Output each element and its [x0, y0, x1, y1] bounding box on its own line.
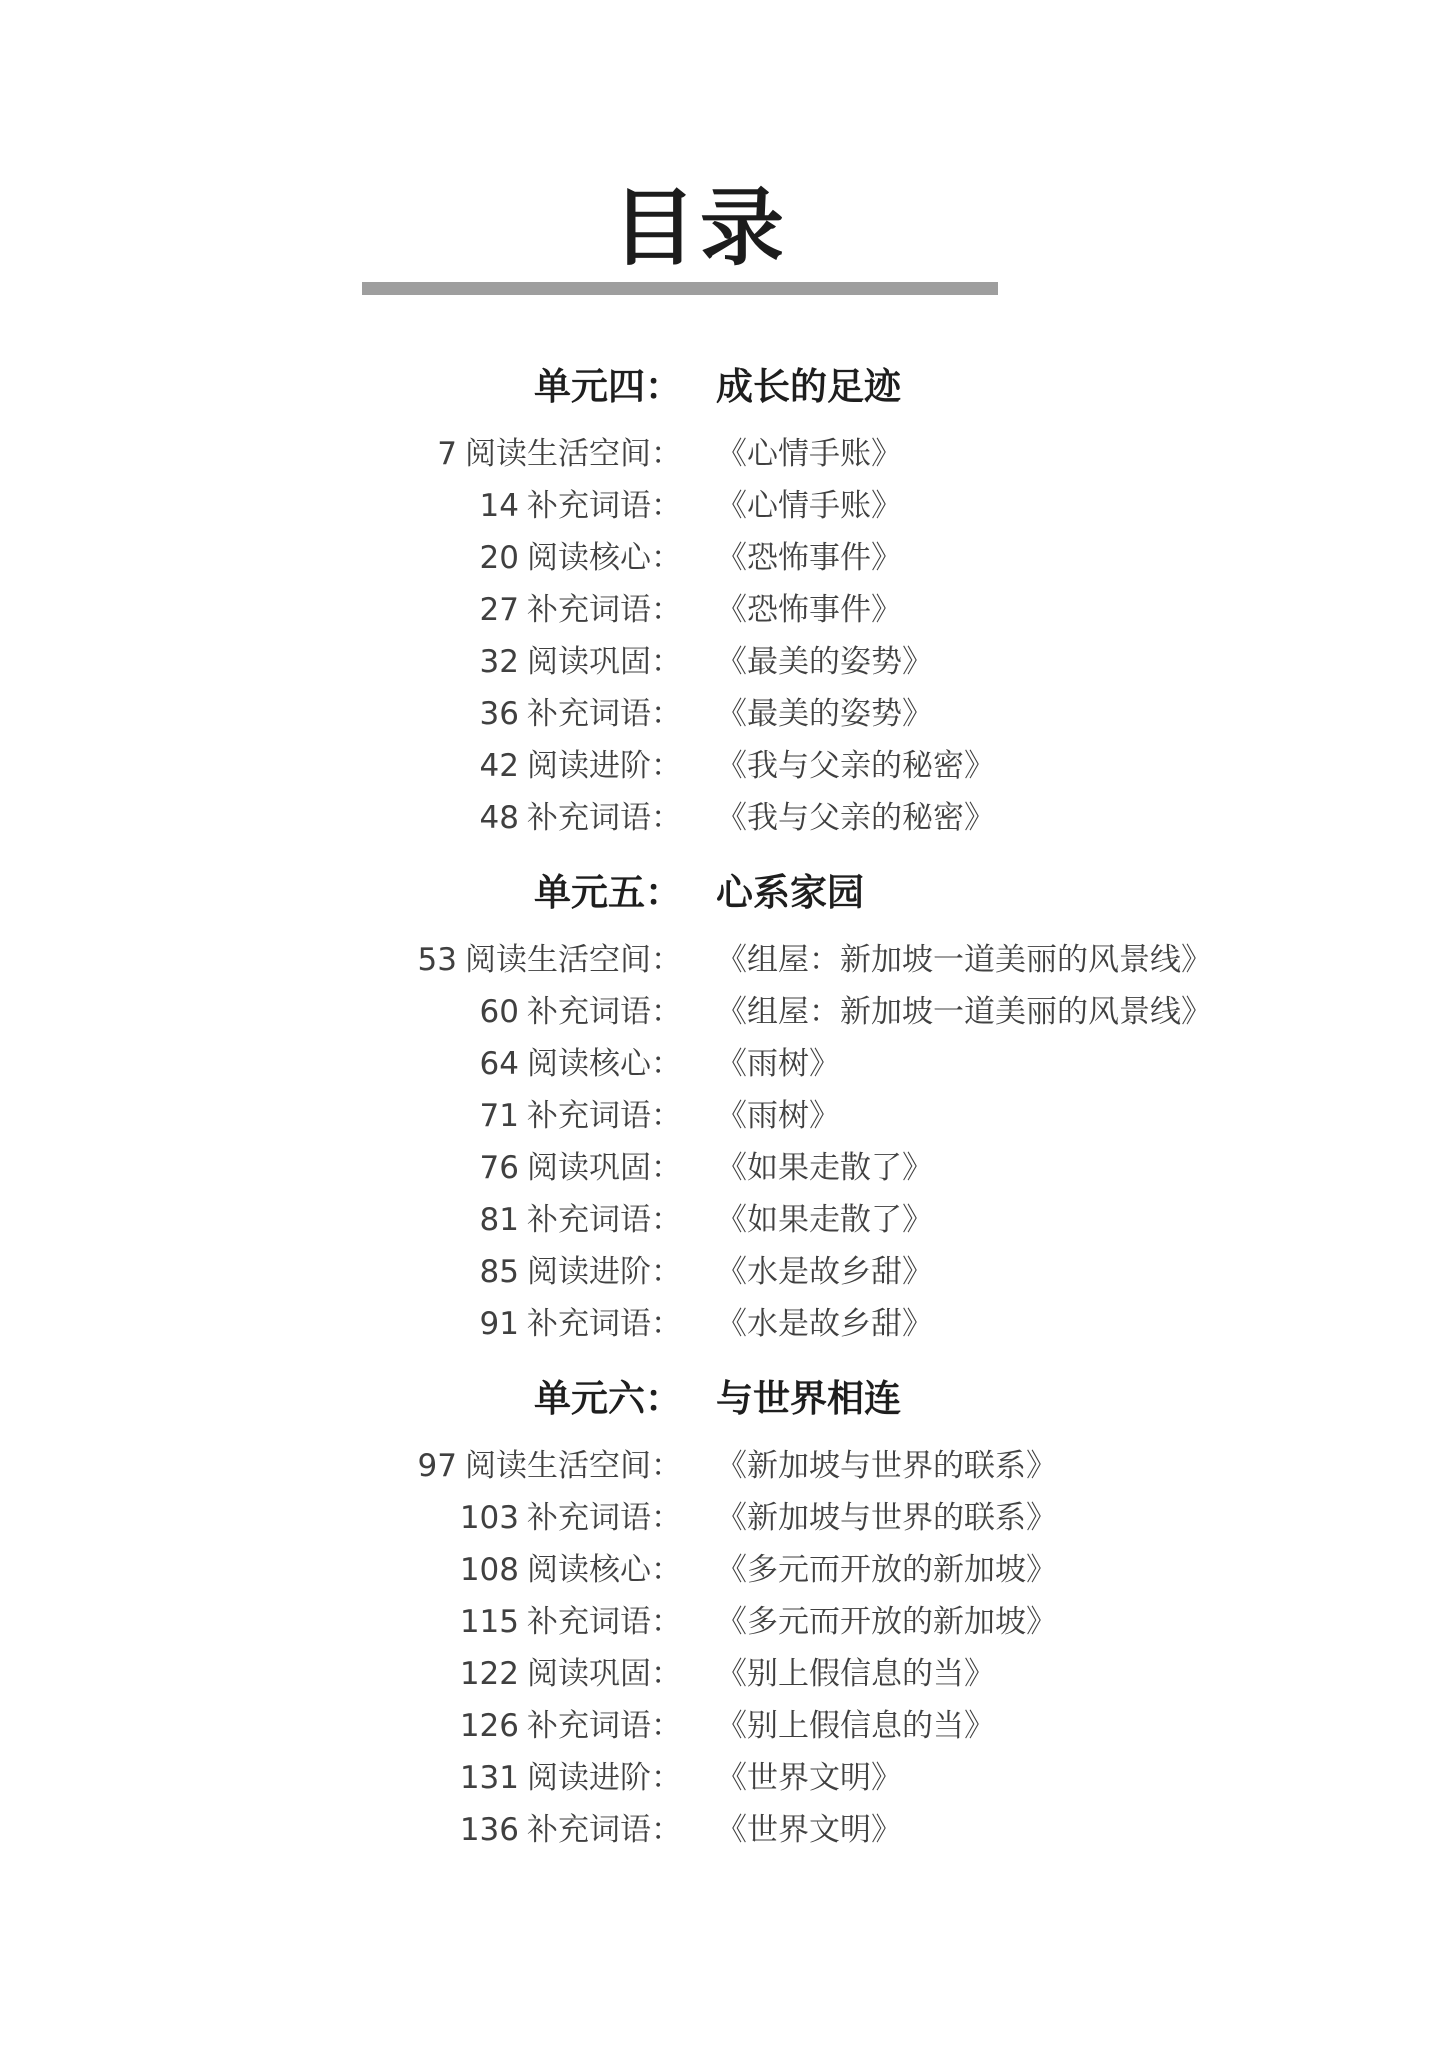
entry-page-number: 53 — [417, 942, 457, 978]
entry-title: 《世界文明》 — [716, 1812, 902, 1848]
entry-page-number: 122 — [459, 1656, 519, 1692]
toc-entry[interactable] — [0, 1495, 1446, 1541]
entry-type: 补充词语： — [527, 994, 682, 1030]
entry-page-number: 115 — [459, 1604, 519, 1640]
unit-title: 成长的足迹 — [716, 365, 901, 408]
entry-page-number: 76 — [479, 1150, 519, 1186]
toc-entry[interactable] — [0, 535, 1446, 581]
entry-title: 《雨树》 — [716, 1046, 840, 1082]
entry-page-number: 20 — [479, 540, 519, 576]
entry-title: 《如果走散了》 — [716, 1150, 933, 1186]
entry-type: 补充词语： — [527, 696, 682, 732]
toc-entry[interactable] — [0, 1093, 1446, 1139]
entry-type: 阅读核心： — [527, 1552, 682, 1588]
entry-type: 补充词语： — [527, 488, 682, 524]
entry-page-number: 7 — [437, 436, 457, 472]
entry-type: 阅读核心： — [527, 1046, 682, 1082]
toc-entry[interactable] — [0, 1197, 1446, 1243]
entry-type: 阅读进阶： — [527, 1254, 682, 1290]
entry-page-number: 97 — [417, 1448, 457, 1484]
toc-entry[interactable] — [0, 431, 1446, 477]
toc-entry[interactable] — [0, 795, 1446, 841]
entry-type: 补充词语： — [527, 1604, 682, 1640]
entry-page-number: 48 — [479, 800, 519, 836]
toc-entry[interactable] — [0, 639, 1446, 685]
toc-entry[interactable] — [0, 743, 1446, 789]
toc-entry[interactable] — [0, 1599, 1446, 1645]
entry-title: 《我与父亲的秘密》 — [716, 748, 995, 784]
toc-entry[interactable] — [0, 1807, 1446, 1853]
entry-type: 阅读核心： — [527, 540, 682, 576]
toc-entry[interactable] — [0, 1651, 1446, 1697]
unit-title: 心系家园 — [716, 871, 864, 914]
entry-page-number: 108 — [459, 1552, 519, 1588]
entry-title: 《恐怖事件》 — [716, 540, 902, 576]
unit-label: 单元五： — [534, 871, 682, 914]
entry-type: 阅读生活空间： — [465, 1448, 682, 1484]
entry-title: 《新加坡与世界的联系》 — [716, 1448, 1057, 1484]
toc-entry[interactable] — [0, 1041, 1446, 1087]
entry-type: 阅读巩固： — [527, 1150, 682, 1186]
entry-type: 阅读进阶： — [527, 748, 682, 784]
entry-page-number: 126 — [459, 1708, 519, 1744]
entry-title: 《组屋：新加坡一道美丽的风景线》 — [716, 994, 1212, 1030]
entry-title: 《世界文明》 — [716, 1760, 902, 1796]
toc-entry[interactable] — [0, 1301, 1446, 1347]
entry-page-number: 32 — [479, 644, 519, 680]
entry-page-number: 71 — [479, 1098, 519, 1134]
toc-entry[interactable] — [0, 1703, 1446, 1749]
entry-title: 《雨树》 — [716, 1098, 840, 1134]
unit-heading — [0, 1374, 1446, 1424]
entry-page-number: 64 — [479, 1046, 519, 1082]
entry-page-number: 36 — [479, 696, 519, 732]
toc-entry[interactable] — [0, 1145, 1446, 1191]
entry-page-number: 60 — [479, 994, 519, 1030]
toc-entry[interactable] — [0, 691, 1446, 737]
entry-title: 《如果走散了》 — [716, 1202, 933, 1238]
entry-type: 阅读进阶： — [527, 1760, 682, 1796]
toc-entry[interactable] — [0, 483, 1446, 529]
unit-title: 与世界相连 — [716, 1377, 901, 1420]
toc-entry[interactable] — [0, 1443, 1446, 1489]
entry-title: 《恐怖事件》 — [716, 592, 902, 628]
entry-type: 阅读生活空间： — [465, 436, 682, 472]
entry-title: 《我与父亲的秘密》 — [716, 800, 995, 836]
entry-page-number: 136 — [459, 1812, 519, 1848]
toc-entry[interactable] — [0, 587, 1446, 633]
entry-title: 《水是故乡甜》 — [716, 1254, 933, 1290]
entry-type: 补充词语： — [527, 1306, 682, 1342]
entry-title: 《别上假信息的当》 — [716, 1708, 995, 1744]
entry-type: 补充词语： — [527, 1098, 682, 1134]
entry-type: 补充词语： — [527, 1812, 682, 1848]
toc-entry[interactable] — [0, 1249, 1446, 1295]
entry-type: 阅读生活空间： — [465, 942, 682, 978]
entry-type: 补充词语： — [527, 800, 682, 836]
entry-page-number: 85 — [479, 1254, 519, 1290]
entry-title: 《心情手账》 — [716, 436, 902, 472]
entry-title: 《最美的姿势》 — [716, 696, 933, 732]
title-divider — [362, 282, 998, 295]
entry-title: 《新加坡与世界的联系》 — [716, 1500, 1057, 1536]
entry-page-number: 91 — [479, 1306, 519, 1342]
unit-heading — [0, 868, 1446, 918]
entry-type: 阅读巩固： — [527, 644, 682, 680]
toc-entry[interactable] — [0, 1547, 1446, 1593]
page-title: 目录 — [611, 179, 788, 277]
entry-title: 《组屋：新加坡一道美丽的风景线》 — [716, 942, 1212, 978]
toc-entry[interactable] — [0, 989, 1446, 1035]
entry-page-number: 27 — [479, 592, 519, 628]
unit-label: 单元六： — [534, 1377, 682, 1420]
toc-entry[interactable] — [0, 1755, 1446, 1801]
entry-title: 《水是故乡甜》 — [716, 1306, 933, 1342]
entry-page-number: 14 — [479, 488, 519, 524]
unit-heading — [0, 362, 1446, 412]
entry-type: 补充词语： — [527, 1202, 682, 1238]
entry-title: 《多元而开放的新加坡》 — [716, 1604, 1057, 1640]
toc-entry[interactable] — [0, 937, 1446, 983]
entry-title: 《别上假信息的当》 — [716, 1656, 995, 1692]
entry-page-number: 131 — [459, 1760, 519, 1796]
entry-page-number: 81 — [479, 1202, 519, 1238]
entry-type: 补充词语： — [527, 1500, 682, 1536]
entry-title: 《最美的姿势》 — [716, 644, 933, 680]
entry-page-number: 42 — [479, 748, 519, 784]
entry-title: 《心情手账》 — [716, 488, 902, 524]
entry-type: 补充词语： — [527, 592, 682, 628]
entry-type: 阅读巩固： — [527, 1656, 682, 1692]
entry-page-number: 103 — [459, 1500, 519, 1536]
unit-label: 单元四： — [534, 365, 682, 408]
entry-type: 补充词语： — [527, 1708, 682, 1744]
entry-title: 《多元而开放的新加坡》 — [716, 1552, 1057, 1588]
